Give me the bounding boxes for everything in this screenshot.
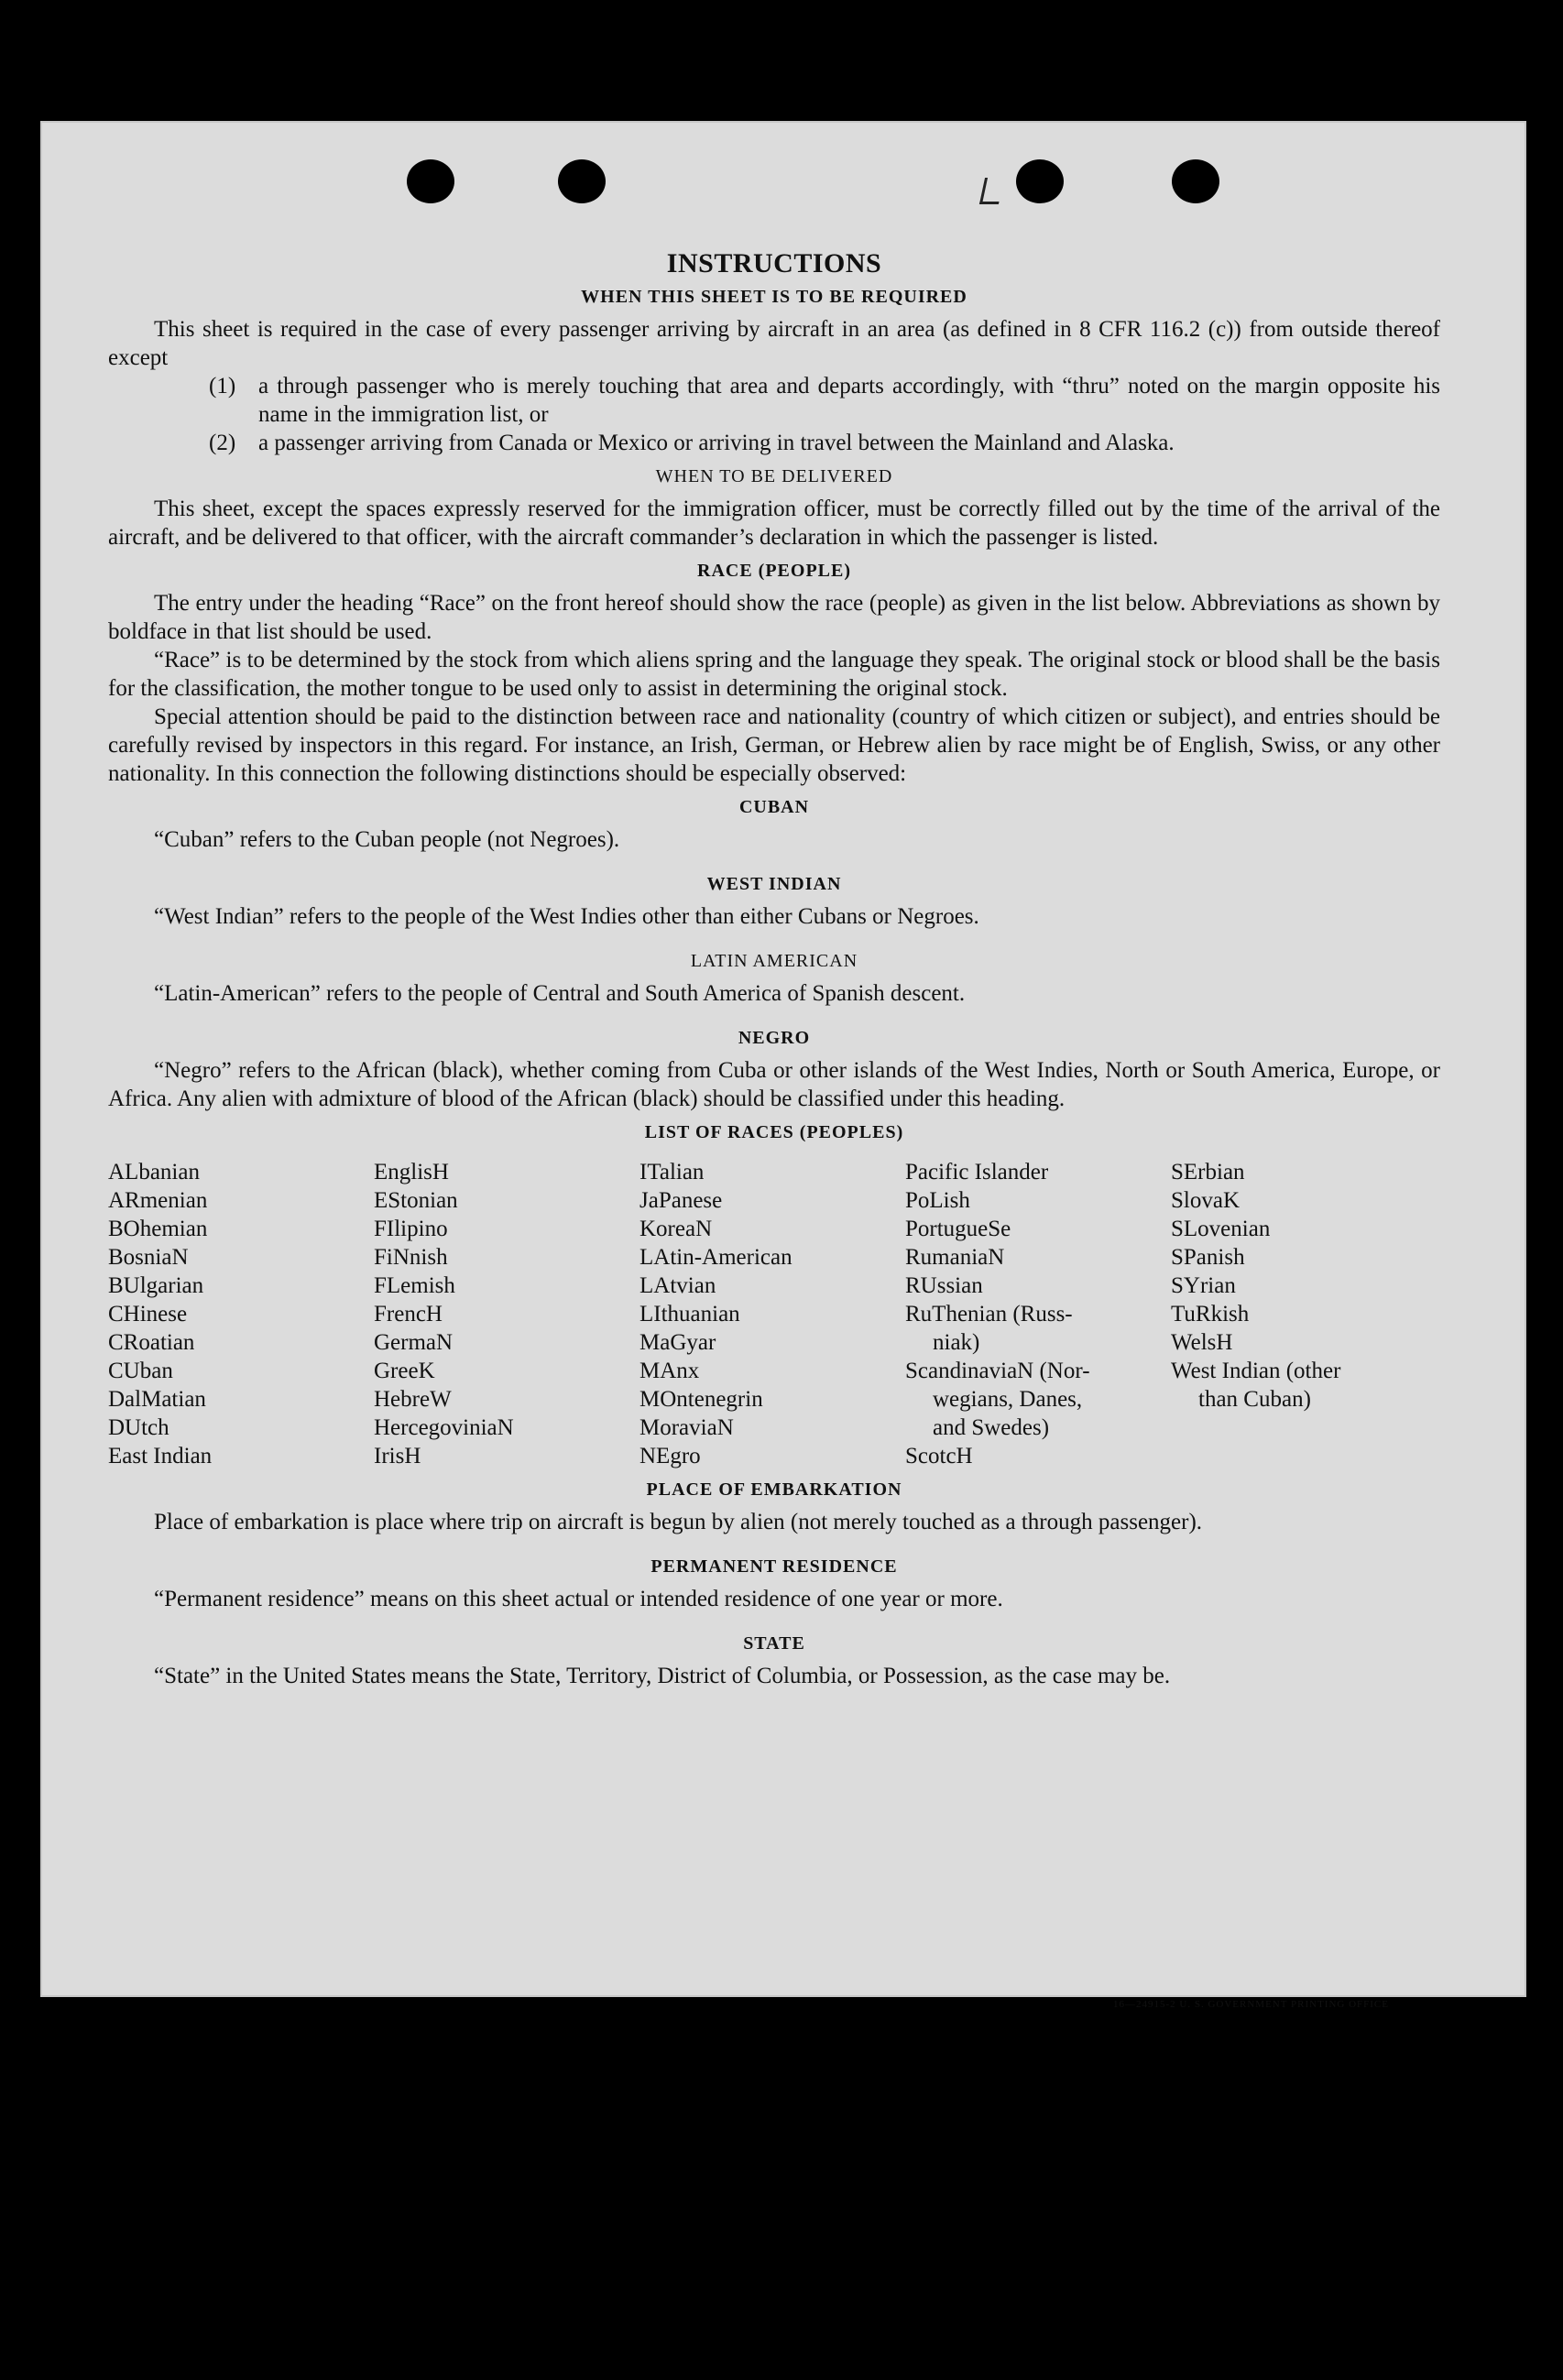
punch-hole	[558, 159, 606, 203]
race-entry: FiNnish	[374, 1245, 448, 1270]
race-entry: GreeK	[374, 1359, 435, 1383]
race-entry: SlovaK	[1171, 1188, 1240, 1213]
races-list	[108, 1158, 1440, 1470]
race-entry: niak)	[933, 1330, 980, 1355]
item-number: (1)	[209, 374, 236, 398]
race-entry: wegians, Danes,	[933, 1387, 1083, 1412]
race-entry: SErbian	[1171, 1160, 1245, 1185]
race-entry: BOhemian	[108, 1217, 208, 1241]
race-entry: Pacific Islander	[905, 1160, 1049, 1185]
race-entry: MOntenegrin	[639, 1387, 763, 1412]
paragraph-negro: “Negro” refers to the African (black), whether coming from Cuba or other islands of the West Indies, North or South America, Europe, or Africa. Any alien with admixture of blood of the African (black) should be classified under this heading.	[108, 1058, 1440, 1111]
section-heading-race: RACE (PEOPLE)	[697, 561, 851, 581]
punch-hole	[1172, 159, 1219, 203]
race-entry: LIthuanian	[639, 1302, 740, 1326]
race-entry: WelsH	[1171, 1330, 1233, 1355]
race-entry: than Cuban)	[1198, 1387, 1311, 1412]
item-number: (2)	[209, 431, 236, 455]
races-column-5	[1171, 1158, 1437, 1470]
race-entry: LAtin-American	[639, 1245, 792, 1270]
race-entry: FIlipino	[374, 1217, 448, 1241]
section-heading-embarkation: PLACE OF EMBARKATION	[646, 1479, 902, 1500]
section-heading-residence: PERMANENT RESIDENCE	[650, 1556, 898, 1577]
printing-office-code: 16—24915-2 U. S. GOVERNMENT PRINTING OFFICE	[1112, 1999, 1389, 2010]
section-heading-negro: NEGRO	[738, 1028, 811, 1048]
section-heading-cuban: CUBAN	[738, 797, 810, 817]
race-entry: MAnx	[639, 1359, 700, 1383]
race-entry: HebreW	[374, 1387, 452, 1412]
races-column-2	[374, 1158, 639, 1470]
race-entry: MoraviaN	[639, 1415, 734, 1440]
race-entry: and Swedes)	[933, 1415, 1050, 1440]
race-entry: SYrian	[1171, 1273, 1236, 1298]
paragraph-race-2: “Race” is to be determined by the stock from which aliens spring and the language they speak. The original stock or blood shall be the basis for the classification, the mother tongue to be used only to assist in determining the original stock.	[108, 648, 1440, 701]
race-entry: RumaniaN	[905, 1245, 1005, 1270]
races-column-1	[108, 1158, 374, 1470]
race-entry: ALbanian	[108, 1160, 200, 1185]
race-entry: NEgro	[639, 1444, 701, 1468]
race-entry: West Indian (other	[1171, 1359, 1341, 1383]
item-text: a through passenger who is merely touching that area and departs accordingly, with “thru” noted on the margin opposite his name in the immigration list, or	[258, 374, 1440, 427]
paragraph-embarkation: Place of embarkation is place where trip on aircraft is begun by alien (not merely touched as a through passenger).	[154, 1510, 1203, 1534]
paragraph-cuban: “Cuban” refers to the Cuban people (not Negroes).	[154, 827, 620, 852]
races-column-4	[905, 1158, 1171, 1470]
race-entry: KoreaN	[639, 1217, 713, 1241]
race-entry: PortugueSe	[905, 1217, 1011, 1241]
document-sheet	[40, 121, 1526, 2010]
race-entry: TuRkish	[1171, 1302, 1250, 1326]
paragraph-race-3: Special attention should be paid to the distinction between race and nationality (country of which citizen or subject), and entries should be carefully revised by inspectors in this regard. For instance, an Irish, German, or Hebrew alien by race might be of English, Swiss, or any other nationality. In this connection the following distinctions should be especially observed:	[108, 704, 1440, 786]
race-entry: DalMatian	[108, 1387, 206, 1412]
race-entry: GermaN	[374, 1330, 454, 1355]
page-title: INSTRUCTIONS	[666, 248, 882, 278]
race-entry: RUssian	[905, 1273, 983, 1298]
race-entry: ScandinaviaN (Nor-	[905, 1359, 1090, 1383]
races-column-3	[639, 1158, 905, 1470]
race-entry: HercegoviniaN	[374, 1415, 514, 1440]
list-item	[108, 372, 1440, 429]
paragraph-required: This sheet is required in the case of every passenger arriving by aircraft in an area (as defined in 8 CFR 116.2 (c)) from outside thereof except	[108, 317, 1440, 370]
race-entry: BosniaN	[108, 1245, 189, 1270]
paragraph-race-1: The entry under the heading “Race” on the front hereof should show the race (people) as given in the list below. Abbreviations as shown by boldface in that list should be used.	[108, 591, 1440, 644]
pencil-mark	[979, 178, 1004, 204]
instructions-content	[108, 249, 1440, 1690]
race-entry: RuThenian (Russ-	[905, 1302, 1073, 1326]
race-entry: East Indian	[108, 1444, 213, 1468]
section-heading-delivered: WHEN TO BE DELIVERED	[655, 466, 893, 486]
section-heading-latin-american: LATIN AMERICAN	[690, 951, 858, 971]
item-text: a passenger arriving from Canada or Mexico or arriving in travel between the Mainland and Alaska.	[258, 431, 1175, 455]
race-entry: SPanish	[1171, 1245, 1245, 1270]
paragraph-residence: “Permanent residence” means on this sheet actual or intended residence of one year or more.	[154, 1587, 1003, 1611]
race-entry: IrisH	[374, 1444, 421, 1468]
race-entry: JaPanese	[639, 1188, 723, 1213]
race-entry: ITalian	[639, 1160, 705, 1185]
punch-hole	[1016, 159, 1064, 203]
race-entry: ARmenian	[108, 1188, 208, 1213]
race-entry: SLovenian	[1171, 1217, 1271, 1241]
punch-hole	[407, 159, 454, 203]
paragraph-delivered: This sheet, except the spaces expressly reserved for the immigration officer, must be correctly filled out by the time of the arrival of the aircraft, and be delivered to that officer, with the aircraft commander’s declaration in which the passenger is listed.	[108, 497, 1440, 550]
race-entry: BUlgarian	[108, 1273, 204, 1298]
paragraph-state: “State” in the United States means the State, Territory, District of Columbia, or Possession, as the case may be.	[154, 1664, 1171, 1688]
race-entry: CUban	[108, 1359, 173, 1383]
paragraph-west-indian: “West Indian” refers to the people of the West Indies other than either Cubans or Negroes.	[154, 904, 979, 929]
race-entry: FLemish	[374, 1273, 455, 1298]
race-entry: CRoatian	[108, 1330, 195, 1355]
race-entry: EnglisH	[374, 1160, 449, 1185]
section-heading-state: STATE	[743, 1633, 805, 1654]
section-heading-races-list: LIST OF RACES (PEOPLES)	[644, 1122, 904, 1142]
race-entry: MaGyar	[639, 1330, 716, 1355]
race-entry: ScotcH	[905, 1444, 973, 1468]
race-entry: DUtch	[108, 1415, 169, 1440]
race-entry: FrencH	[374, 1302, 443, 1326]
section-heading-required: WHEN THIS SHEET IS TO BE REQUIRED	[581, 287, 967, 307]
race-entry: CHinese	[108, 1302, 188, 1326]
list-item	[108, 429, 1440, 457]
race-entry: PoLish	[905, 1188, 970, 1213]
race-entry: LAtvian	[639, 1273, 716, 1298]
paragraph-latin-american: “Latin-American” refers to the people of Central and South America of Spanish descent.	[154, 981, 966, 1006]
section-heading-west-indian: WEST INDIAN	[706, 874, 842, 894]
race-entry: EStonian	[374, 1188, 458, 1213]
